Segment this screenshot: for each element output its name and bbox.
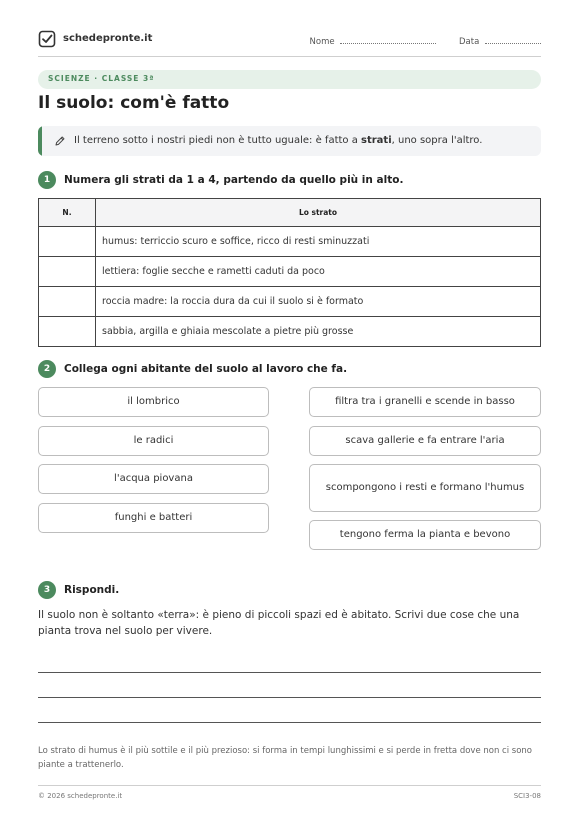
name-label: Nome (309, 37, 335, 47)
match-left-item[interactable]: funghi e batteri (38, 503, 269, 533)
section-title: Collega ogni abitante del suolo al lavoro che fa. (64, 363, 348, 375)
table-row (39, 227, 541, 257)
pencil-icon (54, 135, 66, 147)
subject-pill (38, 70, 541, 89)
answer-line[interactable] (38, 672, 541, 673)
match-left-item[interactable]: il lombrico (38, 387, 269, 417)
intro-text-after: , uno sopra l'altro. (391, 135, 483, 146)
section-number-badge: 3 (38, 581, 56, 599)
number-answer-cell[interactable] (39, 227, 96, 257)
checkbox-logo-icon (38, 30, 56, 48)
match-right-item[interactable]: scava gallerie e fa entrare l'aria (309, 426, 541, 456)
layer-cell: roccia madre: la roccia dura da cui il suolo si è formato (96, 287, 541, 317)
page-title: Il suolo: com'è fatto (38, 93, 230, 113)
tip-text: Lo strato di humus è il più sottile e il più prezioso: si forma in tempi lunghissimi e si perde in fretta dove non ci sono piante a trattenerlo. (38, 746, 533, 770)
subject-label: SCIENZE · CLASSE 3ª (48, 74, 155, 83)
number-answer-cell[interactable] (39, 287, 96, 317)
number-answer-cell[interactable] (39, 317, 96, 347)
table-row (39, 317, 541, 347)
match-left-item[interactable]: l'acqua piovana (38, 464, 269, 494)
layers-table (38, 198, 541, 347)
page-footer (38, 785, 541, 800)
date-label: Data (459, 37, 480, 47)
match-right-item[interactable]: tengono ferma la pianta e bevono (309, 520, 541, 550)
question-text: Il suolo non è soltanto «terra»: è pieno di piccoli spazi ed è abitato. Scrivi due cose che una pianta trova nel suolo per vivere. (38, 609, 520, 638)
column-header-layer: Lo strato (96, 199, 541, 227)
brand-name: schedepronte.it (63, 33, 153, 44)
column-header-number: N. (39, 199, 96, 227)
match-right-item[interactable]: filtra tra i granelli e scende in basso (309, 387, 541, 417)
copyright-text: © 2026 schedepronte.it (38, 792, 123, 800)
note-accent-bar (38, 126, 42, 156)
section-number-badge: 2 (38, 360, 56, 378)
answer-line[interactable] (38, 697, 541, 698)
section-title: Rispondi. (64, 584, 120, 596)
table-row (39, 257, 541, 287)
table-header-row (39, 199, 541, 227)
name-field[interactable] (340, 35, 436, 44)
intro-text (74, 135, 482, 146)
section-title: Numera gli strati da 1 a 4, partendo da quello più in alto. (64, 174, 404, 186)
layer-cell: lettiera: foglie secche e rametti caduti da poco (96, 257, 541, 287)
layer-cell: sabbia, argilla e ghiaia mescolate a pietre più grosse (96, 317, 541, 347)
date-field[interactable] (485, 35, 541, 44)
intro-text-bold: strati (361, 135, 392, 146)
table-row (39, 287, 541, 317)
intro-text-before: Il terreno sotto i nostri piedi non è tutto uguale: è fatto a (74, 135, 362, 146)
worksheet-code: SCI3-08 (513, 792, 541, 800)
section-number-badge: 1 (38, 171, 56, 189)
layer-cell: humus: terriccio scuro e soffice, ricco di resti sminuzzati (96, 227, 541, 257)
match-left-item[interactable]: le radici (38, 426, 269, 456)
intro-note (38, 126, 541, 156)
header-fields (310, 35, 541, 47)
answer-line[interactable] (38, 722, 541, 723)
number-answer-cell[interactable] (39, 257, 96, 287)
page-header (38, 30, 541, 57)
match-right-item[interactable]: scompongono i resti e formano l'humus (309, 464, 541, 512)
